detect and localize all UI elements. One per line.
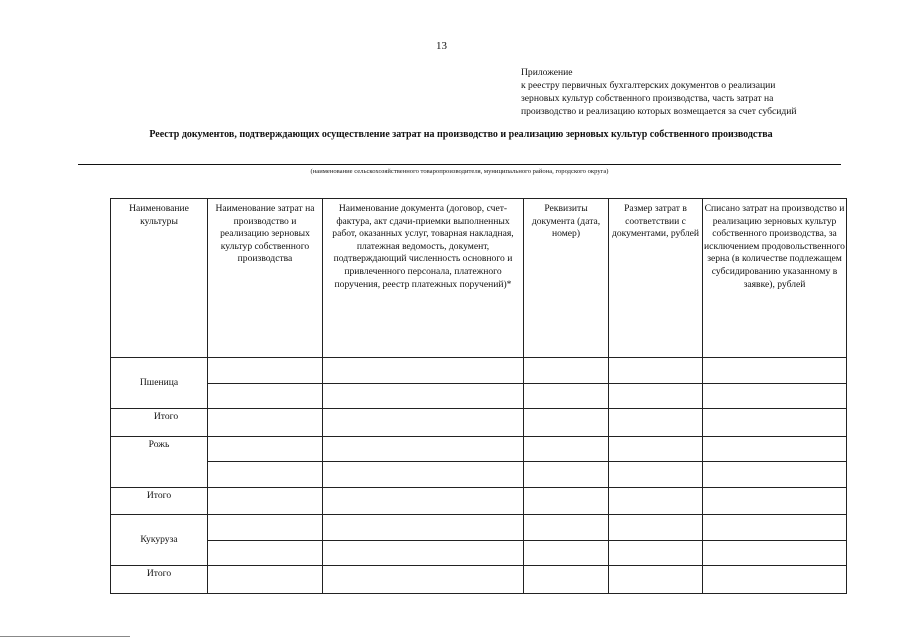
- table-cell: [323, 566, 524, 594]
- table-cell: [609, 409, 703, 437]
- table-cell: [703, 487, 847, 515]
- table-cell: [323, 540, 524, 566]
- table-cell: [524, 462, 609, 488]
- culture-cell: Рожь: [111, 436, 208, 487]
- table-cell: [208, 409, 323, 437]
- table-cell: [703, 358, 847, 384]
- appendix-line: зерновых культур собственного производства, часть затрат на: [521, 93, 774, 104]
- column-header-document-details: Реквизиты документа (дата, номер): [524, 199, 609, 358]
- table-cell: [323, 462, 524, 488]
- table-cell: [524, 566, 609, 594]
- culture-cell: Пшеница: [111, 358, 208, 409]
- table-cell: [703, 409, 847, 437]
- table-row: [111, 540, 847, 566]
- table-cell: [323, 487, 524, 515]
- table-cell: [323, 409, 524, 437]
- table-cell: [703, 436, 847, 462]
- table-cell: [323, 436, 524, 462]
- table-cell: [323, 383, 524, 409]
- registry-table: [110, 198, 847, 594]
- table-header-row: [111, 199, 847, 358]
- table-cell: [609, 462, 703, 488]
- table-cell: [609, 487, 703, 515]
- producer-name-line: [78, 164, 841, 165]
- table-cell: [703, 383, 847, 409]
- column-header-cost-amount: Размер затрат в соответствии с документами, рублей: [609, 199, 703, 358]
- table-row: [111, 462, 847, 488]
- table-row: [111, 436, 847, 462]
- table-cell: [609, 383, 703, 409]
- table-cell: [208, 383, 323, 409]
- table-cell: [208, 358, 323, 384]
- table-cell: [524, 515, 609, 541]
- table-cell: [609, 436, 703, 462]
- total-label: Итого: [111, 566, 208, 594]
- table-cell: [524, 487, 609, 515]
- table-row: [111, 383, 847, 409]
- total-row: [111, 487, 847, 515]
- table-cell: [323, 358, 524, 384]
- table-cell: [208, 487, 323, 515]
- appendix-note: [521, 66, 851, 118]
- table-cell: [703, 566, 847, 594]
- table-cell: [703, 515, 847, 541]
- appendix-line: производство и реализацию которых возмещается за счет субсидий: [521, 106, 797, 117]
- table-cell: [609, 566, 703, 594]
- producer-name-caption: (наименование сельскохозяйственного товаропроизводителя, муниципального района, городского округа): [310, 168, 609, 175]
- table-cell: [208, 436, 323, 462]
- table-cell: [703, 540, 847, 566]
- scan-edge-line: [0, 636, 130, 637]
- page-number: 13: [436, 40, 447, 52]
- table-cell: [208, 566, 323, 594]
- appendix-line: к реестру первичных бухгалтерских документов о реализации: [521, 80, 776, 91]
- appendix-line: Приложение: [521, 67, 573, 78]
- column-header-written-off: Списано затрат на производство и реализацию зерновых культур собственного производства, за исключением продовольственного зерна (в количестве подлежащем субсидированию указанному в заявке), рублей: [703, 199, 847, 358]
- table-cell: [323, 515, 524, 541]
- column-header-document-name: Наименование документа (договор, счет-фактура, акт сдачи-приемки выполненных работ, оказанных услуг, товарная накладная, платежная ведомость, документ, подтверждающий численность основного и привлеченного персонала, платежного поручения, реестр платежных поручений)*: [323, 199, 524, 358]
- table-cell: [524, 409, 609, 437]
- table-cell: [609, 540, 703, 566]
- table-cell: [208, 540, 323, 566]
- total-row: [111, 566, 847, 594]
- table-cell: [524, 540, 609, 566]
- document-title: Реестр документов, подтверждающих осуществление затрат на производство и реализацию зерновых культур собственного производства: [149, 129, 773, 140]
- total-row: [111, 409, 847, 437]
- column-header-cost-name: Наименование затрат на производство и реализацию зерновых культур собственного производства: [208, 199, 323, 358]
- table-cell: [524, 436, 609, 462]
- table-cell: [208, 515, 323, 541]
- table-cell: [208, 462, 323, 488]
- table-cell: [609, 358, 703, 384]
- culture-cell: Кукуруза: [111, 515, 208, 566]
- total-label: [111, 409, 208, 437]
- table-cell: [609, 515, 703, 541]
- total-label-text: Итого: [153, 411, 179, 422]
- table-row: [111, 358, 847, 384]
- column-header-culture: Наименование культуры: [111, 199, 208, 358]
- table-cell: [524, 358, 609, 384]
- table-cell: [703, 462, 847, 488]
- total-label: Итого: [111, 487, 208, 515]
- table-cell: [524, 383, 609, 409]
- table-row: [111, 515, 847, 541]
